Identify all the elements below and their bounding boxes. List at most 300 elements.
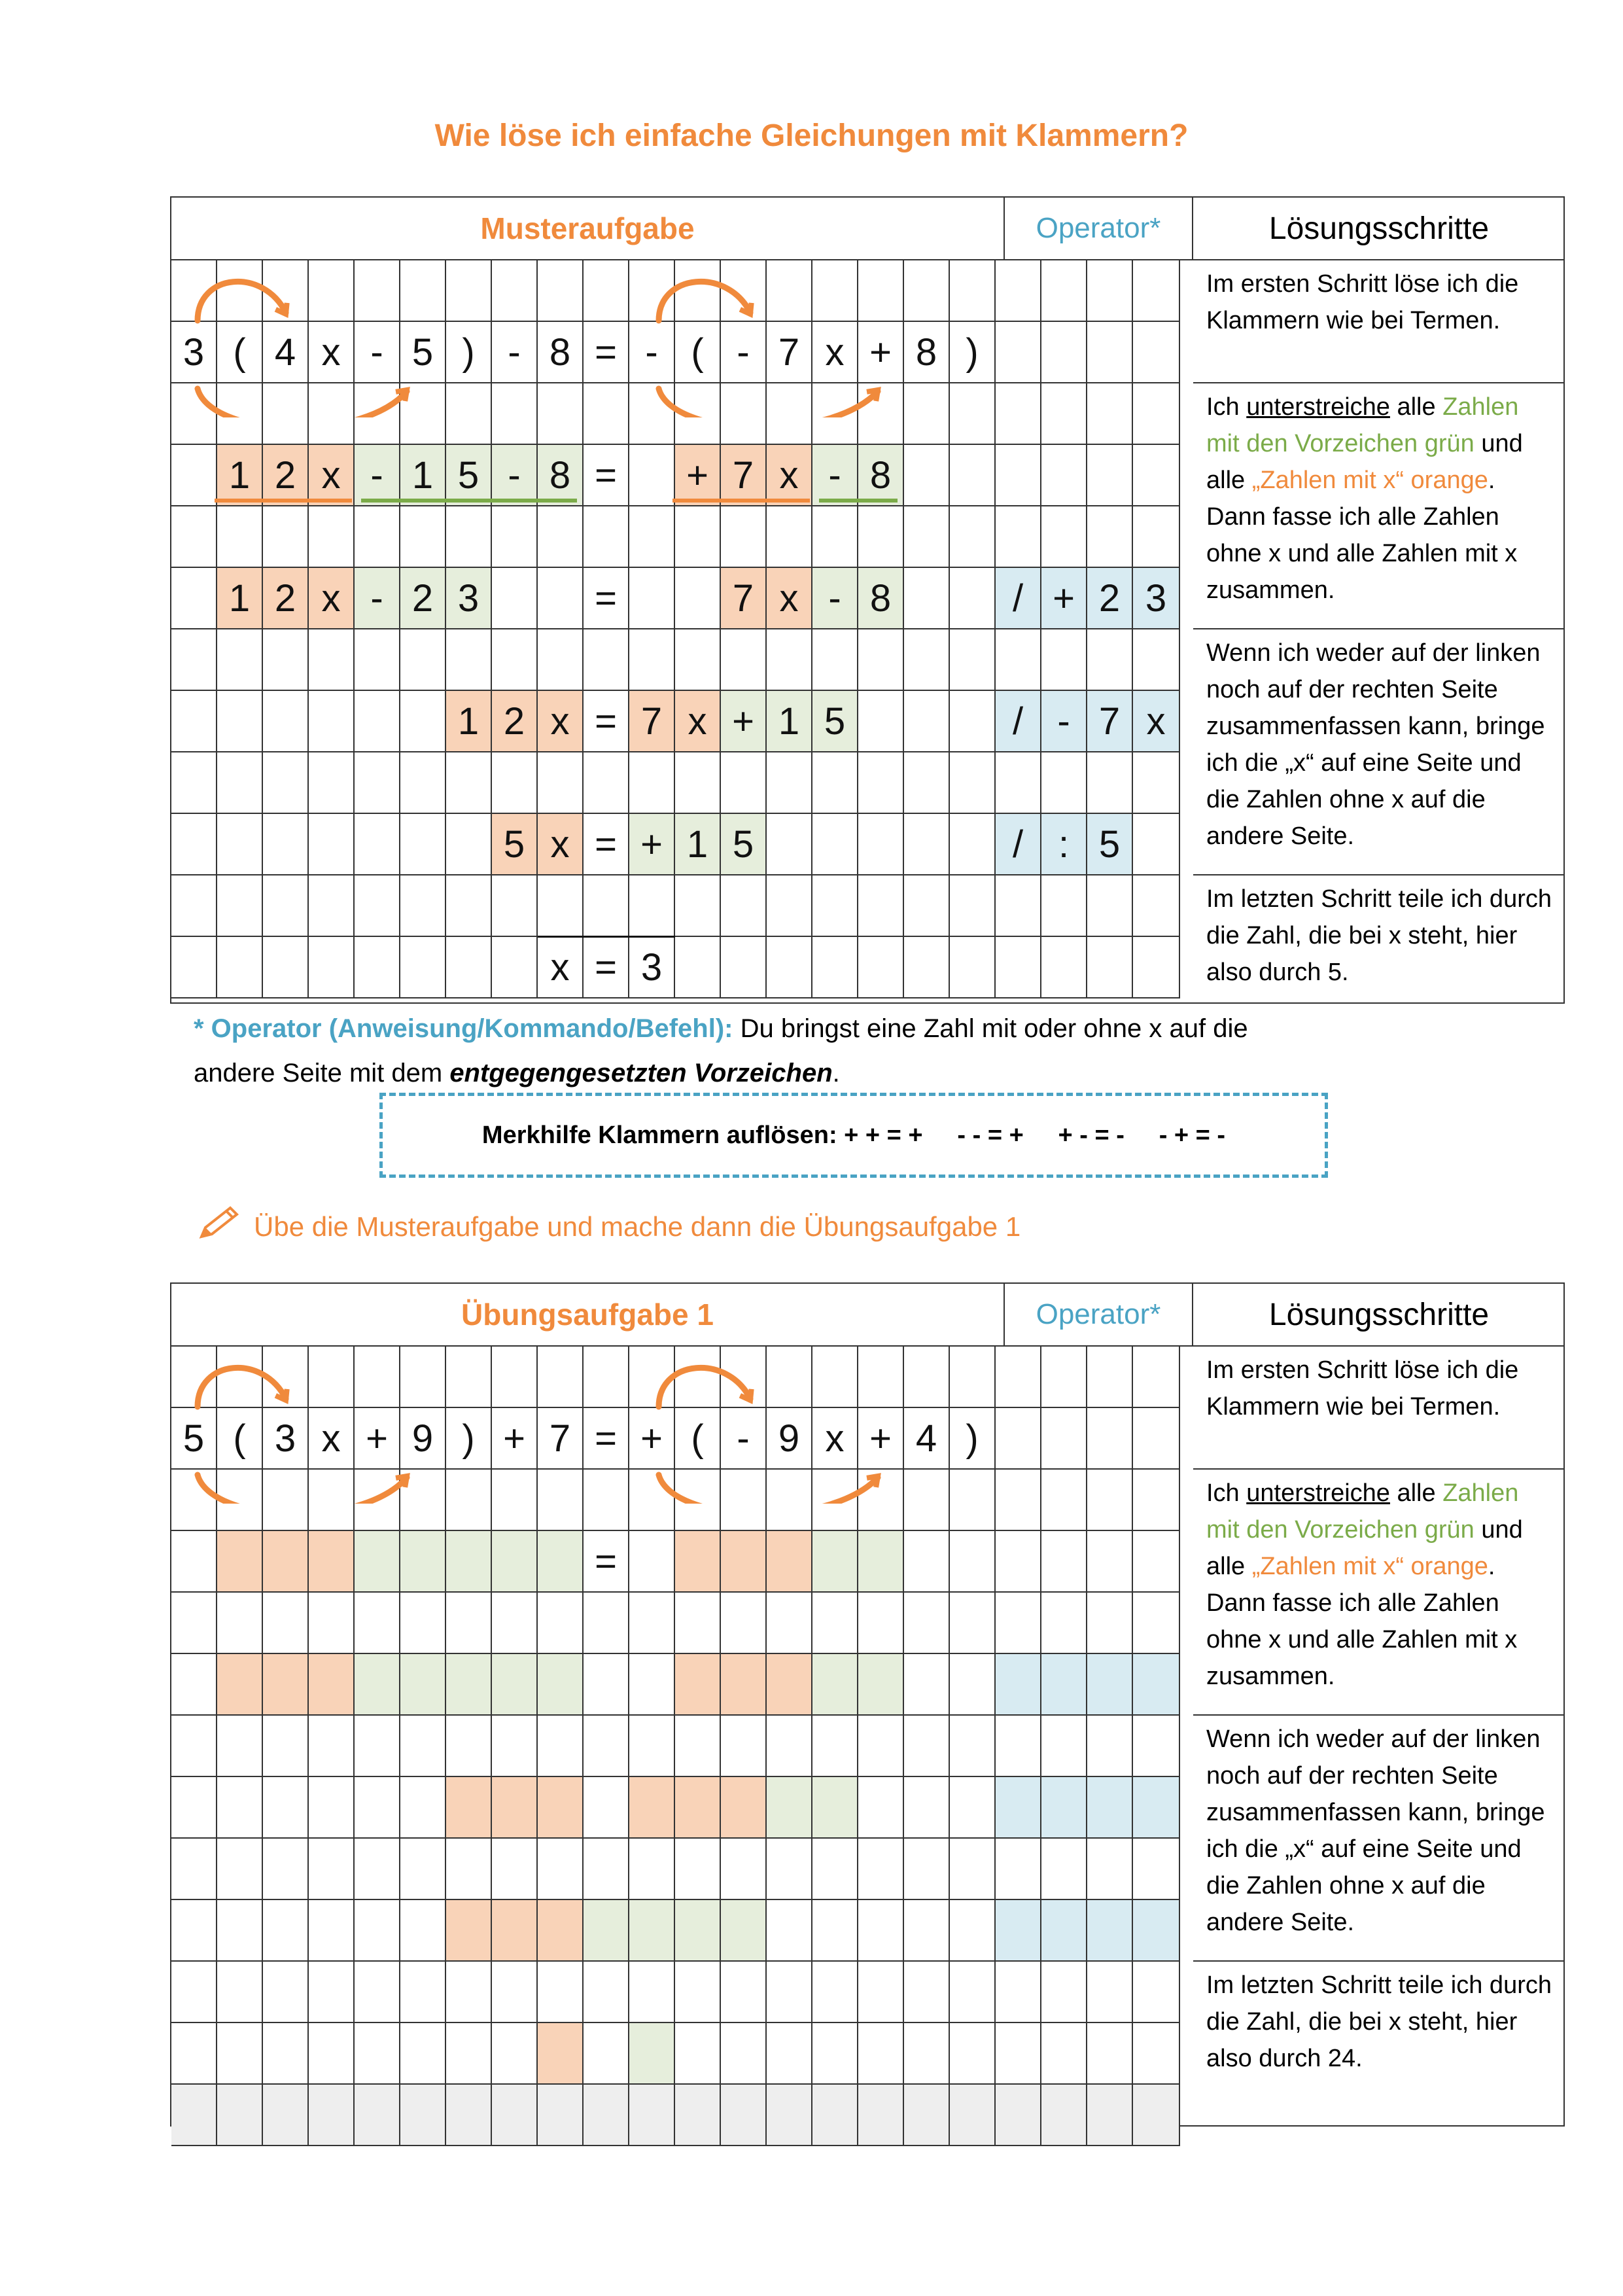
- grid-cell: [538, 2085, 584, 2146]
- grid-cell: [767, 506, 812, 568]
- grid-cell: [721, 1777, 767, 1839]
- grid-cell: [263, 1777, 309, 1839]
- grid-cell: [538, 629, 584, 691]
- grid-cell: ): [950, 1408, 996, 1470]
- grid-cell: [309, 1839, 355, 1900]
- grid-cell: [171, 1777, 217, 1839]
- grid-cell: [263, 1531, 309, 1593]
- grid-cell: [629, 445, 675, 506]
- grid-cell: [492, 568, 538, 629]
- grid-cell: [355, 1593, 400, 1654]
- grid-cell: [950, 383, 996, 445]
- grid-cell: [263, 1900, 309, 1962]
- grid-cell: [400, 1470, 446, 1531]
- grid-cell: [812, 875, 858, 937]
- grid-cell: [904, 1839, 950, 1900]
- grid-cell: x: [309, 445, 355, 506]
- grid-cell: [492, 629, 538, 691]
- grid-cell: [446, 1962, 492, 2023]
- solution-step-text: Im ersten Schritt löse ich die Klammern wie bei Termen.: [1193, 1347, 1565, 1470]
- grid-cell: [1041, 445, 1087, 506]
- example-sheet: [170, 196, 1565, 1004]
- grid-cell: [812, 1839, 858, 1900]
- grid-cell: [355, 1777, 400, 1839]
- grid-cell: [996, 752, 1041, 814]
- grid-cell: 5: [446, 445, 492, 506]
- operator-note-emph: entgegengesetzten Vorzeichen: [449, 1059, 833, 1087]
- grid-cell: [1041, 1408, 1087, 1470]
- grid-cell: [309, 875, 355, 937]
- grid-cell: [904, 937, 950, 998]
- grid-cell: +: [858, 322, 904, 383]
- grid-cell: -: [721, 322, 767, 383]
- grid-cell: [1133, 2085, 1180, 2146]
- grid-cell: [721, 752, 767, 814]
- grid-cell: [1087, 752, 1133, 814]
- grid-cell: [996, 383, 1041, 445]
- grid-cell: x: [538, 691, 584, 752]
- grid-cell: [1041, 322, 1087, 383]
- grid-cell: [355, 752, 400, 814]
- grid-cell: [675, 2085, 721, 2146]
- grid-cell: [584, 1777, 629, 1839]
- grid-cell: /: [996, 691, 1041, 752]
- grid-cell: [996, 1654, 1041, 1716]
- grid-cell: -: [721, 1408, 767, 1470]
- grid-cell: [217, 629, 263, 691]
- grid-cell: [400, 814, 446, 875]
- grid-cell: [721, 1531, 767, 1593]
- grid-cell: [1041, 2023, 1087, 2085]
- grid-cell: [171, 1347, 217, 1408]
- grid-cell: [1041, 1777, 1087, 1839]
- grid-cell: [263, 2085, 309, 2146]
- grid-cell: [1133, 1900, 1180, 1962]
- grid-cell: [400, 629, 446, 691]
- grid-cell: =: [584, 1408, 629, 1470]
- operator-header: Operator*: [1005, 1284, 1193, 1345]
- grid-cell: 8: [858, 568, 904, 629]
- grid-cell: [996, 1347, 1041, 1408]
- grid-cell: [904, 752, 950, 814]
- grid-cell: [767, 1839, 812, 1900]
- grid-cell: 1: [217, 445, 263, 506]
- grid-cell: [858, 814, 904, 875]
- grid-cell: [171, 260, 217, 322]
- grid-cell: [217, 814, 263, 875]
- grid-cell: [538, 2023, 584, 2085]
- grid-cell: [1041, 1654, 1087, 1716]
- grid-cell: [309, 383, 355, 445]
- grid-cell: [996, 1531, 1041, 1593]
- grid-cell: [767, 1654, 812, 1716]
- grid-cell: [858, 1777, 904, 1839]
- grid-cell: [858, 506, 904, 568]
- grid-cell: 1: [767, 691, 812, 752]
- grid-cell: [400, 506, 446, 568]
- grid-cell: [950, 260, 996, 322]
- underline-marker: [819, 499, 898, 503]
- grid-cell: [721, 260, 767, 322]
- grid-cell: [1133, 1716, 1180, 1777]
- grid-cell: [767, 383, 812, 445]
- grid-cell: [171, 1531, 217, 1593]
- grid-cell: (: [217, 1408, 263, 1470]
- grid-cell: [1041, 1839, 1087, 1900]
- grid-cell: [1041, 1900, 1087, 1962]
- grid-cell: [217, 752, 263, 814]
- grid-cell: [1087, 1777, 1133, 1839]
- grid-cell: [1133, 383, 1180, 445]
- grid-cell: [950, 1777, 996, 1839]
- grid-cell: [492, 1347, 538, 1408]
- grid-cell: [1133, 875, 1180, 937]
- grid-cell: [1133, 1777, 1180, 1839]
- grid-cell: [446, 1654, 492, 1716]
- grid-cell: [858, 1900, 904, 1962]
- grid-cell: [400, 1716, 446, 1777]
- grid-cell: [263, 260, 309, 322]
- grid-cell: 5: [721, 814, 767, 875]
- grid-cell: [950, 2023, 996, 2085]
- pencil-icon: [196, 1204, 242, 1250]
- grid-cell: [400, 1839, 446, 1900]
- grid-cell: [996, 2085, 1041, 2146]
- grid-cell: [446, 1839, 492, 1900]
- grid-cell: [950, 445, 996, 506]
- grid-cell: =: [584, 445, 629, 506]
- grid-cell: 3: [629, 937, 675, 998]
- grid-cell: 8: [538, 322, 584, 383]
- grid-cell: [492, 1777, 538, 1839]
- grid-cell: [950, 1654, 996, 1716]
- grid-cell: 5: [812, 691, 858, 752]
- grid-cell: [1041, 1470, 1087, 1531]
- grid-cell: [446, 814, 492, 875]
- grid-cell: [721, 383, 767, 445]
- grid-cell: [584, 506, 629, 568]
- underline-marker: [215, 499, 352, 503]
- grid-cell: [309, 1900, 355, 1962]
- grid-cell: [355, 691, 400, 752]
- grid-cell: [629, 1347, 675, 1408]
- grid-cell: [950, 568, 996, 629]
- grid-cell: [767, 752, 812, 814]
- grid-cell: [355, 814, 400, 875]
- grid-cell: [996, 875, 1041, 937]
- grid-cell: [950, 1839, 996, 1900]
- grid-cell: [355, 629, 400, 691]
- solution-step-text: Im letzten Schritt teile ich durch die Zahl, die bei x steht, hier also durch 5.: [1206, 885, 1552, 986]
- grid-cell: [767, 1777, 812, 1839]
- grid-cell: [584, 260, 629, 322]
- grid-cell: [996, 1593, 1041, 1654]
- grid-cell: [309, 1654, 355, 1716]
- grid-cell: [675, 506, 721, 568]
- grid-cell: [629, 1716, 675, 1777]
- operator-note-text1: Du bringst eine Zahl mit oder ohne x auf die: [733, 1014, 1248, 1043]
- grid-cell: [629, 2023, 675, 2085]
- grid-cell: [721, 506, 767, 568]
- grid-cell: [263, 937, 309, 998]
- grid-cell: +: [492, 1408, 538, 1470]
- grid-cell: [263, 1839, 309, 1900]
- grid-cell: [492, 1531, 538, 1593]
- grid-cell: [538, 1962, 584, 2023]
- grid-cell: [904, 875, 950, 937]
- grid-cell: [309, 691, 355, 752]
- grid-cell: x: [309, 322, 355, 383]
- grid-cell: +: [355, 1408, 400, 1470]
- grid-cell: [309, 629, 355, 691]
- grid-cell: [767, 2023, 812, 2085]
- grid-cell: [217, 2085, 263, 2146]
- grid-cell: -: [1041, 691, 1087, 752]
- solution-step-text: Im ersten Schritt löse ich die Klammern wie bei Termen.: [1193, 260, 1565, 383]
- grid-cell: 7: [767, 322, 812, 383]
- grid-cell: (: [675, 1408, 721, 1470]
- grid-cell: [721, 937, 767, 998]
- grid-cell: [584, 1962, 629, 2023]
- grid-cell: [263, 752, 309, 814]
- grid-cell: [675, 1900, 721, 1962]
- solution-step-text: Im letzten Schritt teile ich durch die Zahl, die bei x steht, hier also durch 24.: [1206, 1971, 1552, 2072]
- grid-cell: [217, 383, 263, 445]
- grid-cell: [629, 2085, 675, 2146]
- grid-cell: [538, 1593, 584, 1654]
- grid-cell: 3: [446, 568, 492, 629]
- grid-cell: [675, 629, 721, 691]
- grid-cell: 2: [492, 691, 538, 752]
- grid-cell: [217, 937, 263, 998]
- grid-cell: [492, 2085, 538, 2146]
- grid-cell: [629, 1777, 675, 1839]
- grid-cell: [767, 1470, 812, 1531]
- grid-cell: [400, 2023, 446, 2085]
- grid-cell: [400, 691, 446, 752]
- grid-cell: [721, 1593, 767, 1654]
- example-header: Musteraufgabe: [171, 198, 1005, 259]
- grid-cell: [812, 1900, 858, 1962]
- grid-cell: [812, 1777, 858, 1839]
- grid-cell: [904, 1962, 950, 2023]
- grid-cell: [1133, 260, 1180, 322]
- grid-cell: [1133, 2023, 1180, 2085]
- grid-cell: :: [1041, 814, 1087, 875]
- grid-cell: [1041, 1531, 1087, 1593]
- grid-cell: [812, 506, 858, 568]
- solution-step-text: Wenn ich weder auf der linken noch auf der rechten Seite zusammenfassen kann, bringe ich die „x“ auf eine Seite und die Zahlen ohne x auf die andere Seite.: [1193, 629, 1565, 875]
- grid-cell: 9: [767, 1408, 812, 1470]
- grid-cell: -: [812, 568, 858, 629]
- grid-cell: [721, 1654, 767, 1716]
- grid-cell: [904, 383, 950, 445]
- grid-cell: [309, 814, 355, 875]
- solution-step-text: Wenn ich weder auf der linken noch auf der rechten Seite zusammenfassen kann, bringe ich die „x“ auf eine Seite und die Zahlen ohne x auf die andere Seite.: [1193, 1716, 1565, 1962]
- grid-cell: [904, 814, 950, 875]
- grid-cell: +: [1041, 568, 1087, 629]
- grid-cell: [996, 629, 1041, 691]
- grid-cell: [950, 691, 996, 752]
- grid-cell: [675, 2023, 721, 2085]
- grid-cell: [675, 1347, 721, 1408]
- grid-cell: [904, 629, 950, 691]
- grid-cell: [584, 629, 629, 691]
- grid-cell: [858, 1531, 904, 1593]
- grid-cell: [1041, 383, 1087, 445]
- grid-cell: [355, 1347, 400, 1408]
- grid-cell: [171, 2023, 217, 2085]
- grid-cell: [263, 1962, 309, 2023]
- grid-cell: [584, 383, 629, 445]
- grid-cell: [217, 260, 263, 322]
- grid-cell: [812, 1593, 858, 1654]
- grid-cell: /: [996, 814, 1041, 875]
- grid-cell: [492, 1839, 538, 1900]
- grid-cell: [217, 691, 263, 752]
- grid-cell: [355, 1470, 400, 1531]
- grid-cell: [171, 937, 217, 998]
- grid-cell: [446, 506, 492, 568]
- grid-cell: [996, 260, 1041, 322]
- grid-cell: [538, 1470, 584, 1531]
- page-title: Wie löse ich einfache Gleichungen mit Klammern?: [434, 118, 1189, 153]
- grid-cell: [1087, 1654, 1133, 1716]
- grid-cell: 2: [400, 568, 446, 629]
- grid-cell: x: [309, 568, 355, 629]
- grid-cell: (: [217, 322, 263, 383]
- grid-cell: [355, 937, 400, 998]
- grid-cell: [950, 1716, 996, 1777]
- grid-cell: [492, 506, 538, 568]
- grid-cell: [1087, 1593, 1133, 1654]
- grid-cell: [446, 937, 492, 998]
- grid-cell: [812, 1654, 858, 1716]
- grid-cell: 2: [263, 568, 309, 629]
- grid-cell: [629, 260, 675, 322]
- grid-cell: [629, 1962, 675, 2023]
- grid-cell: [675, 1470, 721, 1531]
- grid-cell: [858, 260, 904, 322]
- steps-header: Lösungsschritte: [1268, 1297, 1490, 1332]
- grid-cell: [309, 1347, 355, 1408]
- grid-cell: [355, 1900, 400, 1962]
- grid-cell: [904, 1716, 950, 1777]
- grid-cell: [1133, 1593, 1180, 1654]
- grid-cell: [904, 1593, 950, 1654]
- grid-cell: [996, 445, 1041, 506]
- grid-cell: [1041, 1962, 1087, 2023]
- grid-cell: [400, 1962, 446, 2023]
- solution-step-text: Ich unterstreiche alle Zahlen mit den Vorzeichen grün und alle „Zahlen mit x“ orange. Dann fasse ich alle Zahlen ohne x und alle Zahlen mit x zusammen.: [1193, 383, 1565, 629]
- grid-cell: [858, 629, 904, 691]
- grid-cell: [675, 937, 721, 998]
- grid-cell: [492, 383, 538, 445]
- grid-cell: 7: [629, 691, 675, 752]
- grid-cell: [171, 1716, 217, 1777]
- grid-cell: [355, 1962, 400, 2023]
- grid-cell: [309, 1470, 355, 1531]
- grid-cell: [812, 752, 858, 814]
- grid-cell: [996, 1408, 1041, 1470]
- grid-cell: [446, 260, 492, 322]
- grid-cell: [904, 445, 950, 506]
- operator-note-text3: .: [832, 1059, 840, 1087]
- grid-cell: [217, 506, 263, 568]
- grid-cell: [1041, 2085, 1087, 2146]
- grid-cell: [858, 1839, 904, 1900]
- grid-cell: [767, 814, 812, 875]
- exercise-sheet: [170, 1282, 1565, 2127]
- grid-cell: [858, 1654, 904, 1716]
- grid-cell: x: [538, 814, 584, 875]
- grid-cell: [996, 322, 1041, 383]
- grid-cell: [767, 1716, 812, 1777]
- grid-cell: [904, 1900, 950, 1962]
- grid-cell: [263, 506, 309, 568]
- grid-cell: 3: [263, 1408, 309, 1470]
- grid-cell: [1087, 2023, 1133, 2085]
- grid-cell: [629, 1593, 675, 1654]
- grid-cell: [1087, 875, 1133, 937]
- grid-cell: [675, 1962, 721, 2023]
- grid-cell: [217, 1470, 263, 1531]
- grid-cell: [721, 1470, 767, 1531]
- grid-cell: [263, 1716, 309, 1777]
- grid-cell: (: [675, 322, 721, 383]
- grid-cell: [584, 1654, 629, 1716]
- grid-cell: [858, 691, 904, 752]
- grid-cell: [950, 1962, 996, 2023]
- grid-cell: [263, 1593, 309, 1654]
- task-instruction: [196, 1204, 1021, 1250]
- grid-cell: 5: [492, 814, 538, 875]
- grid-cell: [538, 875, 584, 937]
- grid-cell: [629, 629, 675, 691]
- grid-cell: [812, 1531, 858, 1593]
- grid-cell: -: [492, 445, 538, 506]
- grid-cell: [629, 506, 675, 568]
- grid-cell: [812, 629, 858, 691]
- grid-cell: [1041, 1716, 1087, 1777]
- grid-cell: [1087, 1716, 1133, 1777]
- grid-cell: [584, 2023, 629, 2085]
- grid-cell: [904, 1654, 950, 1716]
- grid-cell: [355, 875, 400, 937]
- grid-cell: [538, 1347, 584, 1408]
- grid-cell: [950, 629, 996, 691]
- grid-cell: [171, 629, 217, 691]
- grid-cell: [355, 1716, 400, 1777]
- grid-cell: [263, 1654, 309, 1716]
- underline-marker: [361, 499, 577, 503]
- grid-cell: [446, 383, 492, 445]
- grid-cell: [950, 752, 996, 814]
- grid-cell: [1087, 445, 1133, 506]
- grid-cell: [1087, 1962, 1133, 2023]
- grid-cell: [950, 1593, 996, 1654]
- grid-cell: [400, 1593, 446, 1654]
- grid-cell: [400, 937, 446, 998]
- grid-cell: [812, 1470, 858, 1531]
- grid-cell: [1133, 1470, 1180, 1531]
- grid-cell: 7: [538, 1408, 584, 1470]
- grid-cell: [492, 2023, 538, 2085]
- grid-cell: 7: [721, 568, 767, 629]
- grid-cell: [1087, 322, 1133, 383]
- grid-cell: [492, 875, 538, 937]
- grid-cell: [996, 1470, 1041, 1531]
